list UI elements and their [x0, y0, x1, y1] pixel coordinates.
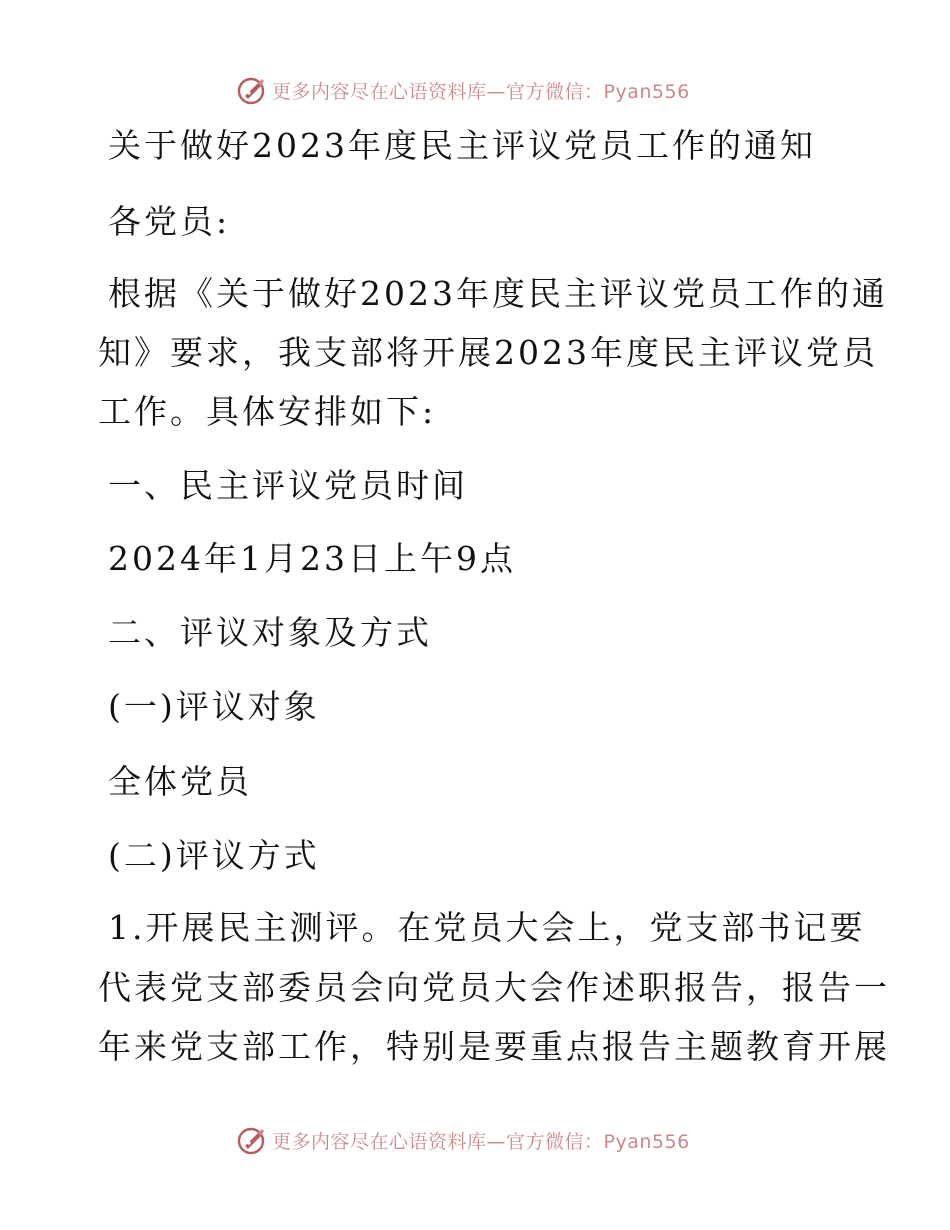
- watermark-text: 更多内容尽在心语资料库—官方微信：Pyan556: [272, 80, 690, 103]
- pen-seal-icon: [236, 1124, 268, 1156]
- item1-line-2: 代表党支部委员会向党员大会作述职报告，报告一: [98, 968, 890, 1007]
- document-title: 关于做好2023年度民主评议党员工作的通知: [108, 126, 816, 165]
- salutation: 各党员:: [108, 202, 231, 241]
- watermark-text: 更多内容尽在心语资料库—官方微信：Pyan556: [272, 1130, 690, 1153]
- intro-line-2: 知》要求，我支部将开展2023年度民主评议党员: [98, 333, 878, 372]
- intro-line-1: 根据《关于做好2023年度民主评议党员工作的通: [108, 274, 888, 313]
- item1-line-1: 1.开展民主测评。在党员大会上，党支部书记要: [108, 908, 866, 947]
- section1-heading: 一、民主评议党员时间: [108, 466, 468, 505]
- intro-line-3: 工作。具体安排如下:: [98, 392, 437, 431]
- sub1-heading: (一)评议对象: [108, 687, 320, 726]
- item1-line-3: 年来党支部工作，特别是要重点报告主题教育开展: [98, 1027, 890, 1066]
- sub2-heading: (二)评议方式: [108, 836, 320, 875]
- section1-time: 2024年1月23日上午9点: [108, 539, 516, 578]
- section2-heading: 二、评议对象及方式: [108, 613, 432, 652]
- footer-watermark: [236, 1120, 690, 1160]
- pen-seal-icon: [236, 74, 268, 106]
- sub1-body: 全体党员: [108, 762, 252, 801]
- header-watermark: [236, 70, 690, 110]
